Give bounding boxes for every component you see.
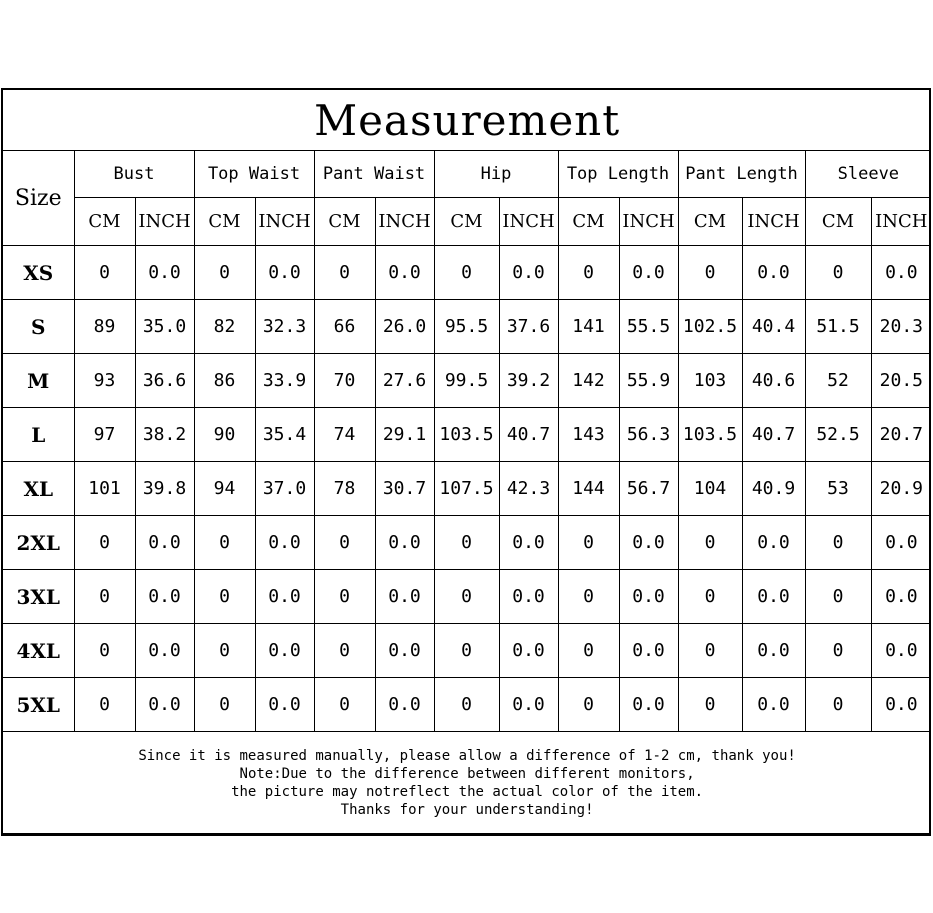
unit-header: INCH bbox=[499, 198, 558, 246]
unit-header: CM bbox=[74, 198, 135, 246]
measurement-cell: 0.0 bbox=[135, 246, 194, 300]
measurement-cell: 26.0 bbox=[375, 300, 434, 354]
measurement-cell: 0 bbox=[678, 624, 742, 678]
measurement-cell: 0.0 bbox=[871, 624, 931, 678]
table-row bbox=[3, 570, 931, 624]
measurement-cell: 38.2 bbox=[135, 408, 194, 462]
measurement-cell: 0.0 bbox=[619, 678, 678, 732]
measurement-cell: 0 bbox=[558, 246, 619, 300]
measurement-cell: 86 bbox=[194, 354, 255, 408]
measurement-cell: 0.0 bbox=[375, 678, 434, 732]
measurement-cell: 0.0 bbox=[619, 624, 678, 678]
measurement-cell: 0.0 bbox=[499, 678, 558, 732]
measurement-cell: 0 bbox=[314, 246, 375, 300]
measurement-cell: 20.3 bbox=[871, 300, 931, 354]
measurement-cell: 0 bbox=[678, 678, 742, 732]
measurement-cell: 0 bbox=[314, 516, 375, 570]
table-row bbox=[3, 354, 931, 408]
measurement-cell: 37.6 bbox=[499, 300, 558, 354]
measurement-cell: 0.0 bbox=[871, 678, 931, 732]
measurement-cell: 55.9 bbox=[619, 354, 678, 408]
measurement-cell: 20.9 bbox=[871, 462, 931, 516]
measurement-cell: 0.0 bbox=[742, 516, 805, 570]
measurement-cell: 0.0 bbox=[871, 246, 931, 300]
measurement-cell: 52 bbox=[805, 354, 871, 408]
measurement-cell: 0 bbox=[74, 516, 135, 570]
measurement-cell: 0.0 bbox=[375, 624, 434, 678]
measurement-cell: 66 bbox=[314, 300, 375, 354]
unit-header: CM bbox=[314, 198, 375, 246]
group-header: Bust bbox=[74, 151, 194, 198]
measurement-cell: 0 bbox=[194, 516, 255, 570]
group-header: Top Length bbox=[558, 151, 678, 198]
unit-header: CM bbox=[678, 198, 742, 246]
measurement-cell: 94 bbox=[194, 462, 255, 516]
measurement-cell: 95.5 bbox=[434, 300, 499, 354]
measurement-cell: 0.0 bbox=[619, 570, 678, 624]
group-header: Hip bbox=[434, 151, 558, 198]
measurement-cell: 0.0 bbox=[135, 678, 194, 732]
measurement-cell: 0.0 bbox=[742, 246, 805, 300]
measurement-cell: 53 bbox=[805, 462, 871, 516]
disclaimer-note bbox=[3, 732, 931, 834]
measurement-cell: 0 bbox=[74, 246, 135, 300]
measurement-cell: 0 bbox=[434, 516, 499, 570]
measurement-cell: 101 bbox=[74, 462, 135, 516]
measurement-cell: 0 bbox=[74, 678, 135, 732]
measurement-cell: 0.0 bbox=[375, 570, 434, 624]
measurement-cell: 0.0 bbox=[499, 570, 558, 624]
unit-header: INCH bbox=[742, 198, 805, 246]
measurement-cell: 30.7 bbox=[375, 462, 434, 516]
measurement-cell: 0 bbox=[678, 246, 742, 300]
measurement-cell: 33.9 bbox=[255, 354, 314, 408]
measurement-cell: 20.7 bbox=[871, 408, 931, 462]
measurement-cell: 0 bbox=[194, 246, 255, 300]
measurement-cell: 29.1 bbox=[375, 408, 434, 462]
unit-header: INCH bbox=[135, 198, 194, 246]
group-header: Sleeve bbox=[805, 151, 931, 198]
measurement-cell: 0.0 bbox=[619, 246, 678, 300]
measurement-cell: 104 bbox=[678, 462, 742, 516]
measurement-cell: 0 bbox=[434, 570, 499, 624]
measurement-cell: 40.9 bbox=[742, 462, 805, 516]
measurement-cell: 35.0 bbox=[135, 300, 194, 354]
measurement-cell: 20.5 bbox=[871, 354, 931, 408]
measurement-cell: 0 bbox=[558, 624, 619, 678]
measurement-cell: 89 bbox=[74, 300, 135, 354]
size-column-header: Size bbox=[3, 151, 74, 246]
measurement-cell: 0.0 bbox=[255, 678, 314, 732]
measurement-cell: 82 bbox=[194, 300, 255, 354]
measurement-cell: 99.5 bbox=[434, 354, 499, 408]
measurement-cell: 0.0 bbox=[742, 570, 805, 624]
measurement-cell: 142 bbox=[558, 354, 619, 408]
table-row bbox=[3, 624, 931, 678]
measurement-cell: 0 bbox=[805, 570, 871, 624]
measurement-cell: 70 bbox=[314, 354, 375, 408]
measurement-cell: 56.7 bbox=[619, 462, 678, 516]
measurement-cell: 74 bbox=[314, 408, 375, 462]
measurement-cell: 0 bbox=[434, 246, 499, 300]
size-cell: L bbox=[3, 408, 74, 462]
size-cell: M bbox=[3, 354, 74, 408]
measurement-cell: 0.0 bbox=[742, 678, 805, 732]
measurement-cell: 0.0 bbox=[871, 516, 931, 570]
table-row bbox=[3, 246, 931, 300]
measurement-cell: 51.5 bbox=[805, 300, 871, 354]
measurement-cell: 40.4 bbox=[742, 300, 805, 354]
measurement-cell: 0.0 bbox=[255, 624, 314, 678]
chart-title: Measurement bbox=[3, 90, 931, 151]
note-line: the picture may notreflect the actual color of the item. bbox=[231, 783, 704, 800]
measurement-cell: 0 bbox=[558, 678, 619, 732]
size-cell: XL bbox=[3, 462, 74, 516]
measurement-cell: 32.3 bbox=[255, 300, 314, 354]
measurement-cell: 40.7 bbox=[742, 408, 805, 462]
note-line: Thanks for your understanding! bbox=[340, 801, 594, 818]
measurement-cell: 42.3 bbox=[499, 462, 558, 516]
measurement-cell: 144 bbox=[558, 462, 619, 516]
measurement-cell: 0 bbox=[74, 624, 135, 678]
unit-header: CM bbox=[805, 198, 871, 246]
unit-header: INCH bbox=[375, 198, 434, 246]
measurement-cell: 102.5 bbox=[678, 300, 742, 354]
measurement-cell: 40.7 bbox=[499, 408, 558, 462]
measurement-cell: 40.6 bbox=[742, 354, 805, 408]
size-cell: 4XL bbox=[3, 624, 74, 678]
unit-header: INCH bbox=[255, 198, 314, 246]
size-cell: 3XL bbox=[3, 570, 74, 624]
unit-header: INCH bbox=[871, 198, 931, 246]
measurement-cell: 0 bbox=[434, 624, 499, 678]
measurement-cell: 0 bbox=[314, 570, 375, 624]
measurement-cell: 97 bbox=[74, 408, 135, 462]
measurement-cell: 90 bbox=[194, 408, 255, 462]
measurement-cell: 0 bbox=[74, 570, 135, 624]
measurement-cell: 0 bbox=[194, 570, 255, 624]
measurement-cell: 0.0 bbox=[135, 516, 194, 570]
measurement-cell: 39.8 bbox=[135, 462, 194, 516]
table-row bbox=[3, 408, 931, 462]
measurement-cell: 56.3 bbox=[619, 408, 678, 462]
measurement-cell: 0.0 bbox=[375, 516, 434, 570]
measurement-cell: 35.4 bbox=[255, 408, 314, 462]
measurement-cell: 0 bbox=[678, 516, 742, 570]
measurement-cell: 141 bbox=[558, 300, 619, 354]
measurement-cell: 0 bbox=[678, 570, 742, 624]
note-line: Note:Due to the difference between different monitors, bbox=[239, 765, 695, 782]
measurement-cell: 36.6 bbox=[135, 354, 194, 408]
table-row bbox=[3, 300, 931, 354]
measurement-cell: 107.5 bbox=[434, 462, 499, 516]
measurement-cell: 0.0 bbox=[255, 516, 314, 570]
measurement-cell: 143 bbox=[558, 408, 619, 462]
group-header: Top Waist bbox=[194, 151, 314, 198]
measurement-cell: 0.0 bbox=[619, 516, 678, 570]
unit-header: CM bbox=[194, 198, 255, 246]
measurement-cell: 0.0 bbox=[499, 516, 558, 570]
measurement-cell: 0 bbox=[558, 570, 619, 624]
measurement-cell: 37.0 bbox=[255, 462, 314, 516]
table-row bbox=[3, 462, 931, 516]
measurement-cell: 27.6 bbox=[375, 354, 434, 408]
measurement-cell: 0 bbox=[314, 678, 375, 732]
measurement-table bbox=[3, 90, 931, 834]
measurement-cell: 55.5 bbox=[619, 300, 678, 354]
table-row bbox=[3, 678, 931, 732]
size-cell: 5XL bbox=[3, 678, 74, 732]
group-header: Pant Waist bbox=[314, 151, 434, 198]
measurement-cell: 78 bbox=[314, 462, 375, 516]
measurement-cell: 0.0 bbox=[499, 246, 558, 300]
measurement-cell: 0 bbox=[805, 678, 871, 732]
size-cell: S bbox=[3, 300, 74, 354]
measurement-cell: 93 bbox=[74, 354, 135, 408]
measurement-cell: 0.0 bbox=[499, 624, 558, 678]
size-cell: 2XL bbox=[3, 516, 74, 570]
measurement-cell: 0.0 bbox=[742, 624, 805, 678]
unit-header: CM bbox=[434, 198, 499, 246]
measurement-cell: 0.0 bbox=[255, 246, 314, 300]
measurement-cell: 0 bbox=[434, 678, 499, 732]
note-line: Since it is measured manually, please allow a difference of 1-2 cm, thank you! bbox=[138, 747, 796, 764]
unit-header: INCH bbox=[619, 198, 678, 246]
measurement-cell: 0.0 bbox=[135, 570, 194, 624]
measurement-cell: 103.5 bbox=[678, 408, 742, 462]
measurement-cell: 0 bbox=[558, 516, 619, 570]
measurement-chart bbox=[1, 88, 931, 836]
measurement-cell: 103.5 bbox=[434, 408, 499, 462]
measurement-cell: 103 bbox=[678, 354, 742, 408]
measurement-cell: 0 bbox=[194, 678, 255, 732]
measurement-cell: 0.0 bbox=[135, 624, 194, 678]
measurement-cell: 52.5 bbox=[805, 408, 871, 462]
group-header: Pant Length bbox=[678, 151, 805, 198]
table-row bbox=[3, 516, 931, 570]
unit-header: CM bbox=[558, 198, 619, 246]
measurement-cell: 39.2 bbox=[499, 354, 558, 408]
measurement-cell: 0 bbox=[805, 246, 871, 300]
measurement-cell: 0 bbox=[194, 624, 255, 678]
measurement-cell: 0 bbox=[314, 624, 375, 678]
measurement-cell: 0.0 bbox=[871, 570, 931, 624]
measurement-cell: 0.0 bbox=[375, 246, 434, 300]
measurement-cell: 0 bbox=[805, 624, 871, 678]
size-cell: XS bbox=[3, 246, 74, 300]
measurement-cell: 0.0 bbox=[255, 570, 314, 624]
measurement-cell: 0 bbox=[805, 516, 871, 570]
